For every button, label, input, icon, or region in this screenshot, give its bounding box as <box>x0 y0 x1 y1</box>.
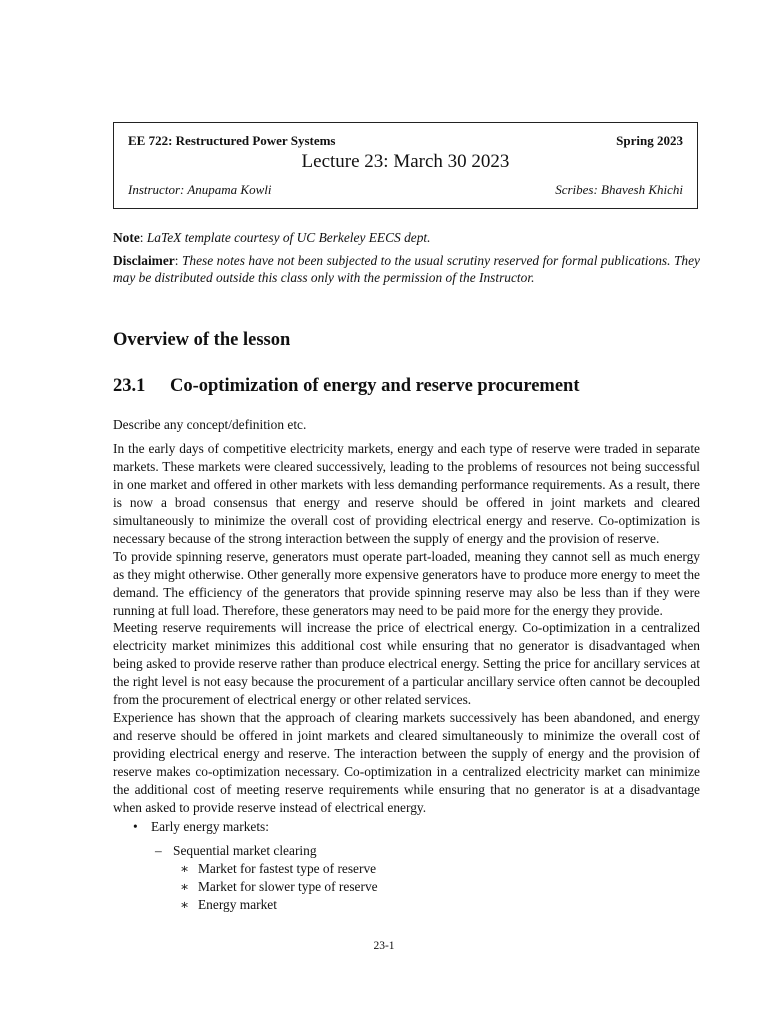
list-item-text: Market for slower type of reserve <box>198 879 378 894</box>
paragraph: Experience has shown that the approach of clearing markets successively has been abandoned, and energy and reserve should be offered in joint markets and cleared simultaneously to minimize the overall cost of providing electrical energy and reserve. The interaction between the supply of energy and the provision of reserve makes co-optimization necessary. Co-optimization in a centralized electricity market can minimize the additional cost of meeting reserve requirements while ensuring that no generator is at a disadvantage when asked to provide reserve instead of electrical energy. <box>113 710 700 815</box>
term: Spring 2023 <box>616 133 683 148</box>
asterisk-icon: ∗ <box>180 897 190 912</box>
note: Note: LaTeX template courtesy of UC Berkeley EECS dept. <box>113 230 431 245</box>
disclaimer-text: These notes have not been subjected to the usual scrutiny reserved for formal publications. They may be distributed outside this class only with the permission of the Instructor. <box>113 253 700 285</box>
list-item <box>180 879 378 895</box>
section-title: Co-optimization of energy and reserve procurement <box>170 376 580 396</box>
note-text: LaTeX template courtesy of UC Berkeley EECS dept. <box>146 230 431 245</box>
list-item-text: Sequential market clearing <box>173 843 317 858</box>
list-item <box>180 897 277 913</box>
paragraph: In the early days of competitive electricity markets, energy and each type of reserve were traded in separate markets. These markets were cleared successively, leading to the problems of resources not being successful in one market and offered in other markets with less demanding performance requirements. As a result, there is now a broad consensus that energy and reserve should be offered in joint markets and cleared simultaneously to minimize the overall cost of providing electrical energy and reserve. Co-optimization is necessary because of the strong interaction between the supply of energy and the provision of reserve. <box>113 441 700 546</box>
list-item-text: Energy market <box>198 897 277 912</box>
list-item <box>133 819 269 835</box>
bullet-icon: • <box>133 819 138 834</box>
section-heading <box>113 376 580 397</box>
lecture-header-box <box>113 122 698 209</box>
list-item-text: Early energy markets: <box>151 819 269 834</box>
scribes: Scribes: Bhavesh Khichi <box>555 182 683 197</box>
paragraph: Meeting reserve requirements will increase the price of electrical energy. Co-optimization in a centralized electricity market minimizes this additional cost while ensuring that no generator is disadvantaged when being asked to provide reserve rather than produce electrical energy. Setting the price for ancillary services at the right level is not easy because the procurement of a particular ancillary service often cannot be decoupled from the procurement of electrical energy or other related services. <box>113 620 700 707</box>
course-name: EE 722: Restructured Power Systems <box>128 133 336 148</box>
dash-icon: – <box>155 843 162 858</box>
disclaimer-label: Disclaimer <box>113 253 175 268</box>
page-number: 23-1 <box>373 940 395 952</box>
section-number: 23.1 <box>113 376 146 396</box>
paragraph: To provide spinning reserve, generators must operate part-loaded, meaning they cannot sell as much energy as they might otherwise. Other generally more expensive generators have to produce more energy to meet the demand. The efficiency of the generators that provide spinning reserve may also be less than if they were running at full load. Therefore, these generators may need to be paid more for the energy they provide. <box>113 549 700 618</box>
paragraph: Describe any concept/definition etc. <box>113 417 307 432</box>
instructor: Instructor: Anupama Kowli <box>128 182 272 197</box>
note-label: Note <box>113 230 140 245</box>
list-item <box>155 843 317 859</box>
list-item <box>180 861 376 877</box>
asterisk-icon: ∗ <box>180 861 190 876</box>
asterisk-icon: ∗ <box>180 879 190 894</box>
list-item-text: Market for fastest type of reserve <box>198 861 377 876</box>
overview-heading: Overview of the lesson <box>113 330 291 350</box>
disclaimer: Disclaimer: These notes have not been subjected to the usual scrutiny reserved for formal publications. They may be distributed outside this class only with the permission of the Instructor. <box>113 253 700 285</box>
lecture-title: Lecture 23: March 30 2023 <box>301 151 510 172</box>
